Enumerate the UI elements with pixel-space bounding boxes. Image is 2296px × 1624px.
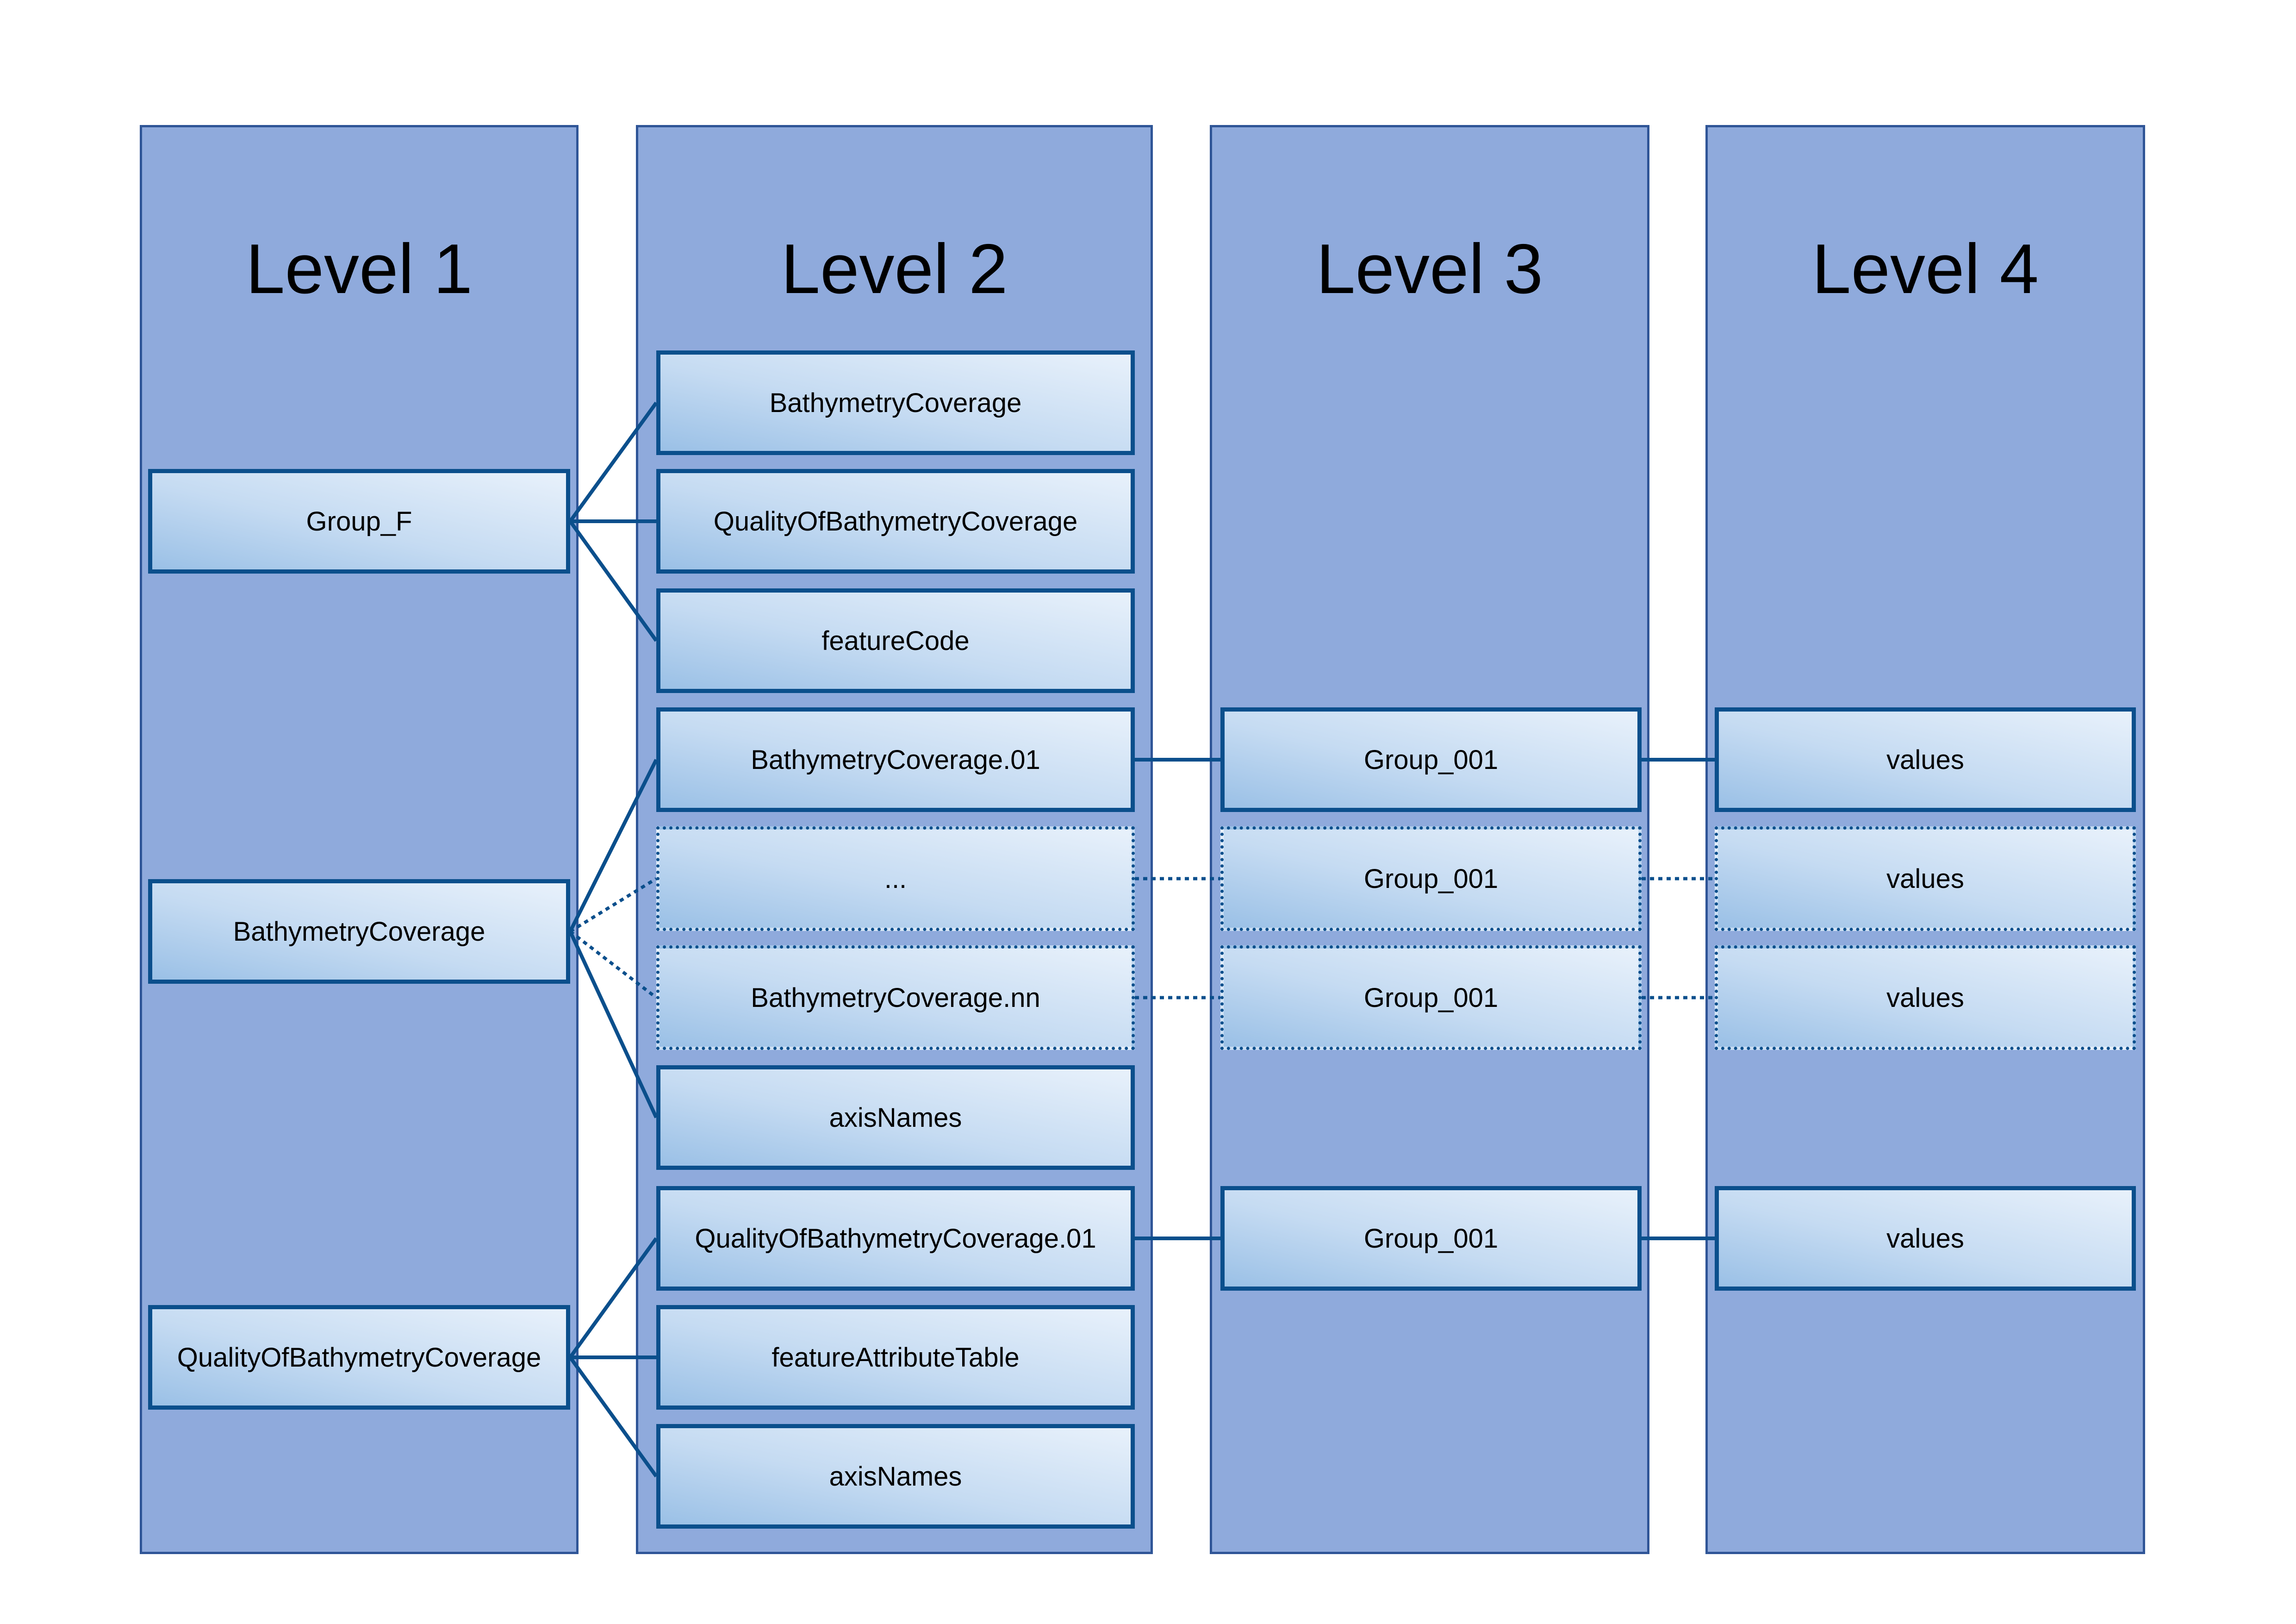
node-quality-of-bathymetry-coverage-l2[interactable]: QualityOfBathymetryCoverage bbox=[656, 469, 1135, 574]
node-axis-names-1[interactable]: axisNames bbox=[656, 1065, 1135, 1170]
node-feature-attribute-table[interactable]: featureAttributeTable bbox=[656, 1305, 1135, 1410]
node-quality-of-bathymetry-coverage-01[interactable]: QualityOfBathymetryCoverage.01 bbox=[656, 1186, 1135, 1291]
node-bathymetry-coverage-l1[interactable]: BathymetryCoverage bbox=[148, 879, 570, 984]
node-group-001-a[interactable]: Group_001 bbox=[1220, 707, 1642, 812]
node-axis-names-2[interactable]: axisNames bbox=[656, 1424, 1135, 1529]
node-quality-of-bathymetry-coverage-l1[interactable]: QualityOfBathymetryCoverage bbox=[148, 1305, 570, 1410]
node-bathymetry-coverage-01[interactable]: BathymetryCoverage.01 bbox=[656, 707, 1135, 812]
node-bathymetry-coverage-l2[interactable]: BathymetryCoverage bbox=[656, 350, 1135, 455]
node-values-c[interactable]: values bbox=[1715, 945, 2136, 1050]
node-values-a[interactable]: values bbox=[1715, 707, 2136, 812]
node-values-d[interactable]: values bbox=[1715, 1186, 2136, 1291]
node-ellipsis[interactable]: ... bbox=[656, 826, 1135, 931]
node-group-001-c[interactable]: Group_001 bbox=[1220, 945, 1642, 1050]
node-values-b[interactable]: values bbox=[1715, 826, 2136, 931]
level-4-title: Level 4 bbox=[1811, 230, 2039, 308]
node-group-001-b[interactable]: Group_001 bbox=[1220, 826, 1642, 931]
node-bathymetry-coverage-nn[interactable]: BathymetryCoverage.nn bbox=[656, 945, 1135, 1050]
level-3-title: Level 3 bbox=[1316, 230, 1543, 308]
level-1-title: Level 1 bbox=[245, 230, 473, 308]
node-group-001-d[interactable]: Group_001 bbox=[1220, 1186, 1642, 1291]
node-feature-code[interactable]: featureCode bbox=[656, 588, 1135, 693]
node-group-f[interactable]: Group_F bbox=[148, 469, 570, 574]
level-2-title: Level 2 bbox=[781, 230, 1008, 308]
